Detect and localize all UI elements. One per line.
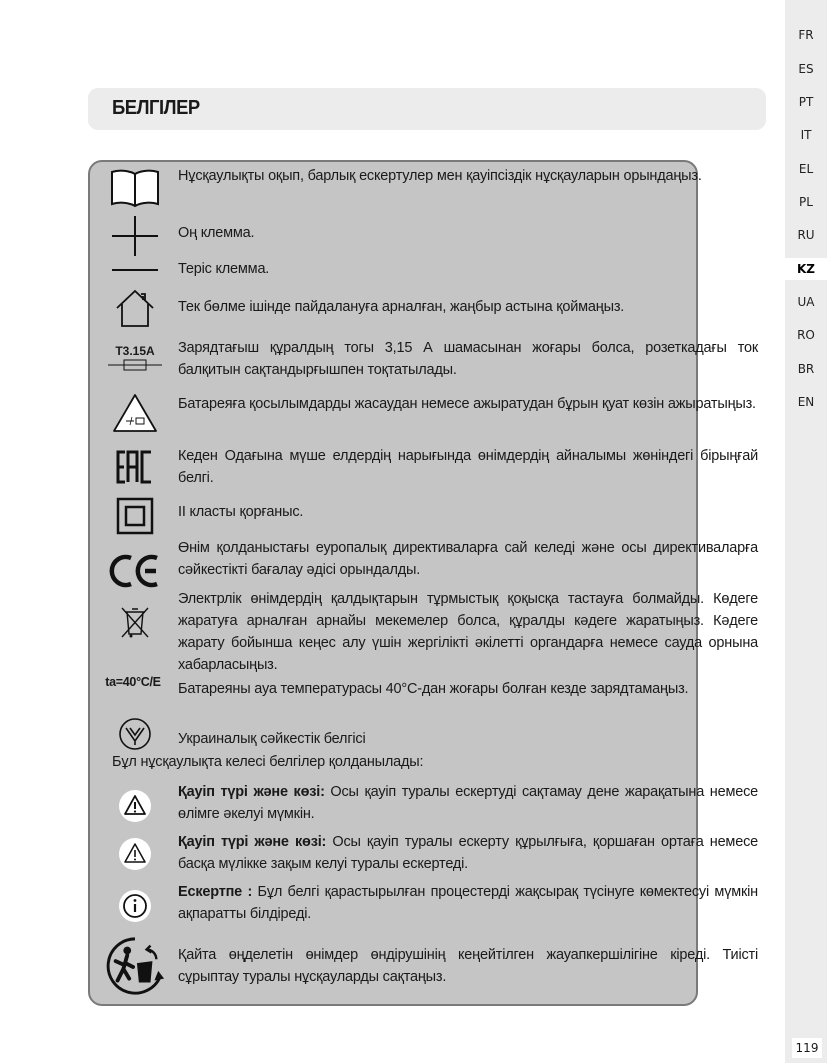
notice-danger	[178, 781, 758, 825]
lang-br[interactable]: BR	[797, 362, 815, 376]
symbol-text-ce: Өнім қолданыстағы еуропалық директиваларға сай келеді және осы директиваларға сәйкестікті бағалау әдісі орындалды.	[178, 540, 758, 578]
plus-terminal-icon	[104, 214, 166, 258]
lang-kz[interactable]: KZ	[785, 258, 827, 280]
notice-caution-text: Осы қауіп туралы ескерту құрылғыға, қоршаған ортаға немесе басқа мүлікке зақым келуі туралы ескертеді.	[178, 834, 758, 872]
symbol-text-indoor: Тек бөлме ішінде пайдалануға арналған, жаңбыр астына қоймаңыз.	[178, 299, 625, 315]
lang-es[interactable]: ES	[798, 62, 814, 76]
fuse-icon	[104, 340, 166, 376]
symbol-text-fuse: Зарядтағыш құралдың тогы 3,15 А шамасынан жоғары болса, розеткадағы ток балқитын сақтандырғышпен тоқтатылады.	[178, 340, 758, 378]
symbol-text-minus: Теріс клемма.	[178, 261, 270, 277]
temperature-icon	[100, 670, 166, 694]
symbol-text-eac: Кеден Одағына мүше елдердің нарығында өнімдердің айналымы жөніндегі бірыңғай белгі.	[178, 448, 758, 486]
notice-danger-label: Қауіп түрі және көзі:	[178, 784, 325, 800]
recycle-triman-icon	[104, 934, 166, 998]
notice-info-text: Бұл белгі қарастырылған процестерді жақсырақ түсінуге көмектесуі мүмкін ақпаратты білдіреді.	[178, 884, 758, 922]
notice-danger-text: Осы қауіп туралы ескертуді сақтамау дене жарақатына немесе өлімге әкелуі мүмкін.	[178, 784, 758, 822]
symbol-text-disconnect: Батареяға қосылымдарды жасаудан немесе ажыратудан бұрын қуат көзін ажыратыңыз.	[178, 396, 756, 412]
language-sidebar	[785, 0, 827, 1063]
weee-bin-icon	[104, 602, 166, 642]
lang-pl[interactable]: PL	[799, 195, 813, 209]
house-icon	[104, 286, 166, 330]
temperature-label: ta=40°C/E	[105, 675, 161, 689]
symbol-text-temperature: Батареяны ауа температурасы 40°C-дан жоғары болған кезде зарядтамаңыз.	[178, 681, 689, 697]
notice-info	[178, 881, 758, 925]
book-icon	[104, 166, 166, 210]
caution-icon	[104, 834, 166, 874]
lang-en[interactable]: EN	[797, 395, 815, 409]
symbol-text-plus: Оң клемма.	[178, 225, 255, 241]
section-header	[88, 88, 766, 130]
lang-ro[interactable]: RO	[797, 328, 815, 342]
fuse-rating-label: T3.15A	[115, 344, 155, 358]
symbol-text-read-manual: Нұсқаулықты оқып, барлық ескертулер мен қауіпсіздік нұсқауларын орындаңыз.	[178, 168, 702, 184]
info-icon	[104, 886, 166, 926]
symbol-text-class-ii: II класты қорғаныс.	[178, 504, 304, 520]
page-title: БЕЛГІЛЕР	[112, 97, 200, 119]
symbol-text-weee: Электрлік өнімдердің қалдықтарын тұрмыстық қоқысқа тастауға болмайды. Көдеге жаратуға арналған арнайы мекемелер болса, құралды кәдеге жаратыңыз. Кәдеге жарату бойынша кеңес алу үшін жергілікті әкілетті органдарға немесе сауда орнына хабарласыңыз.	[178, 591, 758, 673]
ce-icon	[104, 546, 166, 596]
lang-fr[interactable]: FR	[798, 28, 814, 42]
lang-pt[interactable]: PT	[798, 95, 814, 109]
notice-caution-label: Қауіп түрі және көзі:	[178, 834, 327, 850]
symbols-panel	[88, 160, 758, 1006]
notice-info-label: Ескертпе :	[178, 884, 253, 900]
lang-ua[interactable]: UA	[797, 295, 815, 309]
notice-caution	[178, 831, 758, 875]
symbol-text-ukrainian: Украиналық сәйкестік белгісі	[178, 731, 366, 747]
ukrainian-mark-icon	[104, 716, 166, 752]
symbols-intro: Бұл нұсқаулықта келесі белгілер қолданылады:	[112, 754, 424, 770]
page-number: 119	[792, 1038, 822, 1058]
lang-el[interactable]: EL	[798, 162, 814, 176]
minus-terminal-icon	[104, 260, 166, 280]
lang-it[interactable]: IT	[800, 128, 812, 142]
danger-icon	[104, 786, 166, 826]
notice-recycling: Қайта өңделетін өнімдер өндірушінің кеңейтілген жауапкершілігіне кіреді. Тиісті сұрыптау туралы нұсқауларды сақтаңыз.	[178, 947, 758, 985]
eac-icon	[104, 444, 166, 490]
class-ii-icon	[104, 494, 166, 538]
lang-ru[interactable]: RU	[797, 228, 815, 242]
disconnect-warning-icon	[104, 390, 166, 436]
